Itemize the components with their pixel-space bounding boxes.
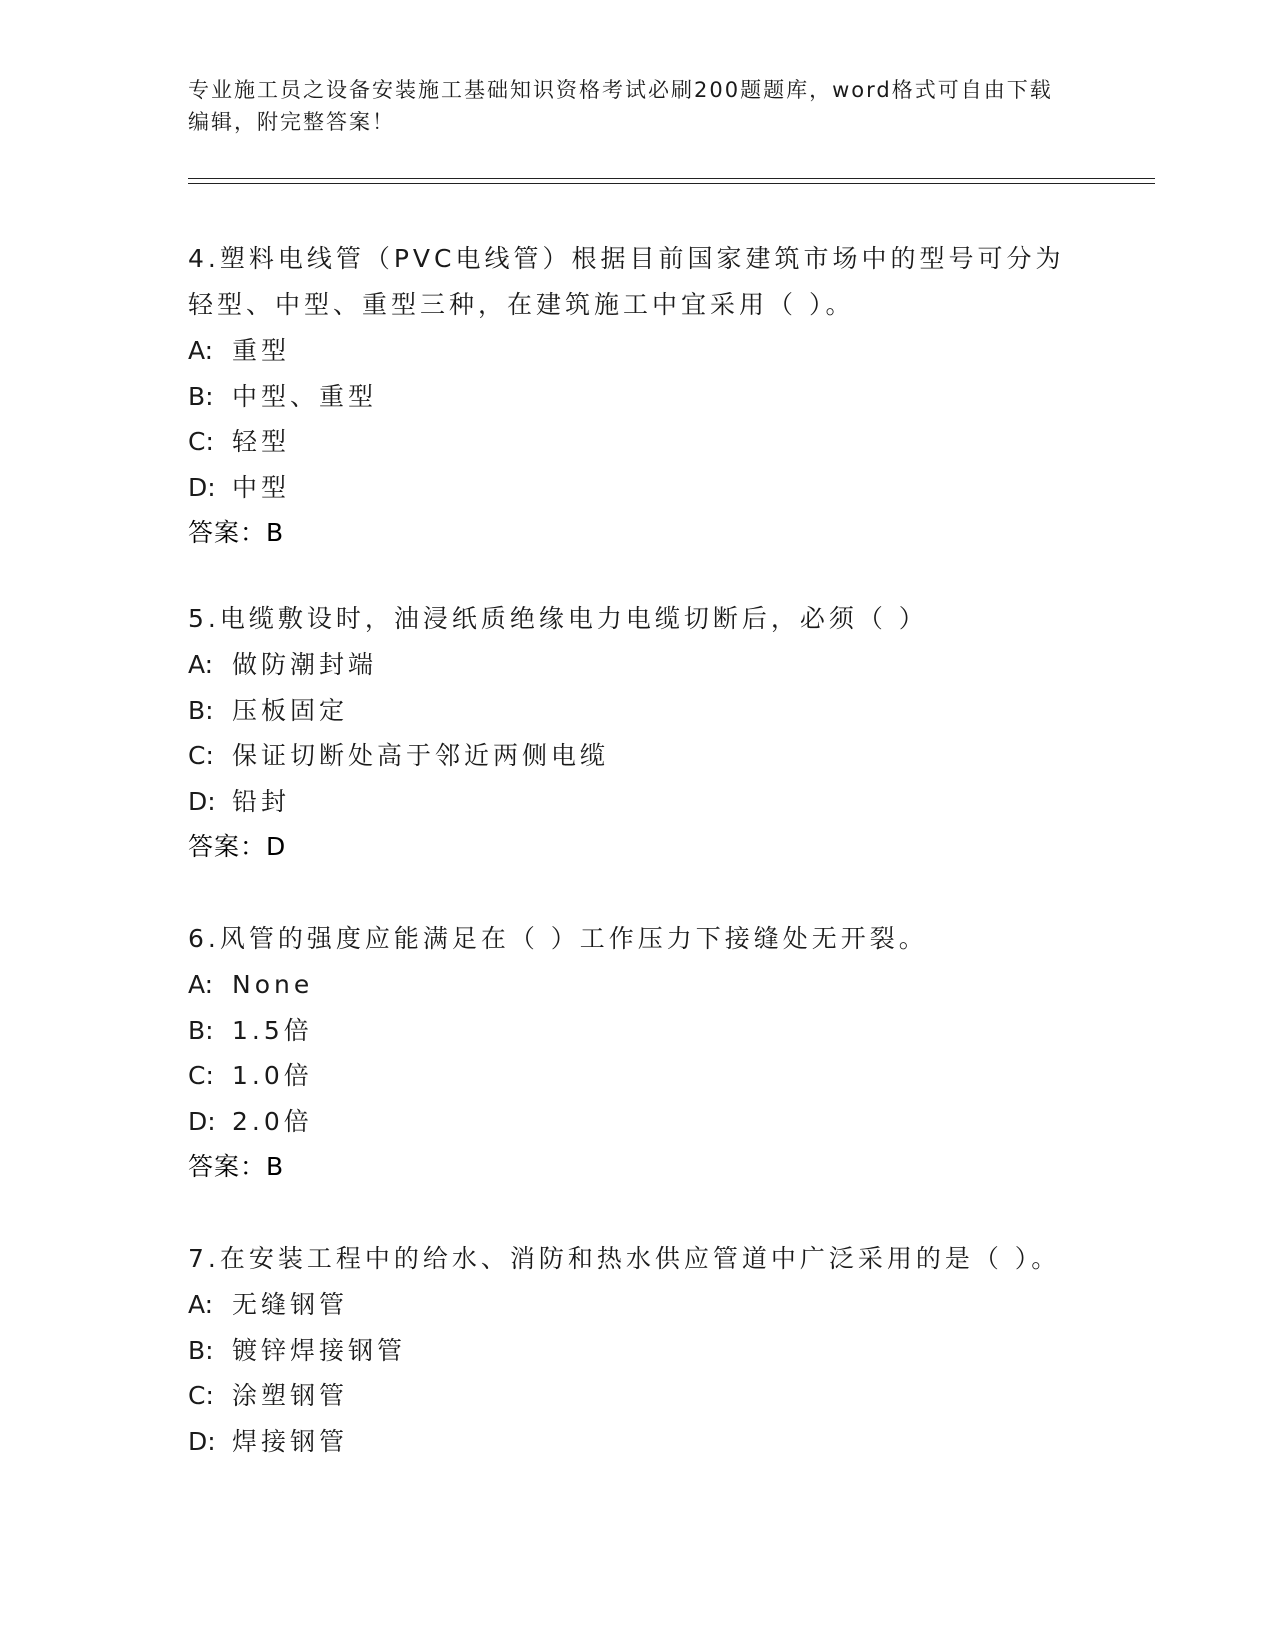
option-letter: C: — [188, 741, 214, 770]
option-a — [188, 1282, 1088, 1328]
question-text: 6.风管的强度应能满足在（ ）工作压力下接缝处无开裂。 — [188, 924, 928, 953]
option-text: 轻型 — [232, 427, 291, 456]
option-text: 1.0倍 — [232, 1061, 313, 1090]
option-letter: D: — [188, 786, 216, 816]
question-text: 5.电缆敷设时，油浸纸质绝缘电力电缆切断后，必须（ ） — [188, 604, 928, 633]
option-text: 做防潮封端 — [232, 650, 378, 679]
question-4 — [188, 236, 1088, 556]
option-text: 保证切断处高于邻近两侧电缆 — [232, 741, 610, 770]
answer-line: 答案：B — [188, 518, 285, 547]
option-b — [188, 1328, 1088, 1374]
option-letter: C: — [188, 427, 214, 456]
option-b — [188, 1008, 1088, 1054]
option-text: 2.0倍 — [232, 1106, 313, 1136]
option-text: 涂塑钢管 — [232, 1381, 349, 1410]
option-text: None — [232, 970, 314, 999]
header-rule-top — [188, 178, 1155, 179]
option-letter: B: — [188, 1335, 214, 1365]
option-d — [188, 1099, 1088, 1145]
option-c — [188, 733, 1088, 779]
option-text: 压板固定 — [232, 695, 349, 725]
option-letter: D: — [188, 1426, 216, 1456]
option-b — [188, 374, 1088, 420]
question-6 — [188, 916, 1088, 1190]
option-text: 无缝钢管 — [232, 1290, 349, 1319]
option-letter: C: — [188, 1061, 214, 1090]
option-c — [188, 419, 1088, 465]
option-letter: A: — [188, 970, 214, 999]
option-letter: A: — [188, 650, 214, 679]
answer-line: 答案：B — [188, 1152, 285, 1181]
option-text: 重型 — [232, 336, 291, 365]
option-text: 中型 — [232, 472, 291, 502]
option-letter: A: — [188, 1290, 214, 1319]
option-text: 中型、重型 — [232, 381, 378, 411]
option-a — [188, 962, 1088, 1008]
option-letter: D: — [188, 472, 216, 502]
option-text: 1.5倍 — [232, 1015, 313, 1045]
option-c — [188, 1053, 1088, 1099]
option-letter: D: — [188, 1106, 216, 1136]
option-d — [188, 779, 1088, 825]
option-d — [188, 1419, 1088, 1465]
option-b — [188, 688, 1088, 734]
option-a — [188, 328, 1088, 374]
question-5 — [188, 596, 1088, 870]
answer-line: 答案：D — [188, 832, 287, 861]
question-text: 7.在安装工程中的给水、消防和热水供应管道中广泛采用的是（ ）。 — [188, 1244, 1061, 1273]
option-c — [188, 1373, 1088, 1419]
question-text: 4.塑料电线管（PVC电线管）根据目前国家建筑市场中的型号可分为轻型、中型、重型三种，在建筑施工中宜采用（ ）。 — [188, 244, 1065, 319]
question-7 — [188, 1236, 1088, 1464]
option-letter: B: — [188, 381, 214, 411]
option-letter: C: — [188, 1381, 214, 1410]
option-d — [188, 465, 1088, 511]
document-header: 专业施工员之设备安装施工基础知识资格考试必刷200题题库，word格式可自由下载编辑，附完整答案！ — [188, 78, 1053, 134]
option-text: 镀锌焊接钢管 — [232, 1335, 407, 1365]
option-text: 焊接钢管 — [232, 1426, 349, 1456]
option-letter: A: — [188, 336, 214, 365]
option-letter: B: — [188, 1015, 214, 1045]
option-text: 铅封 — [232, 786, 291, 816]
option-letter: B: — [188, 695, 214, 725]
option-a — [188, 642, 1088, 688]
header-rule-bottom — [188, 183, 1155, 184]
